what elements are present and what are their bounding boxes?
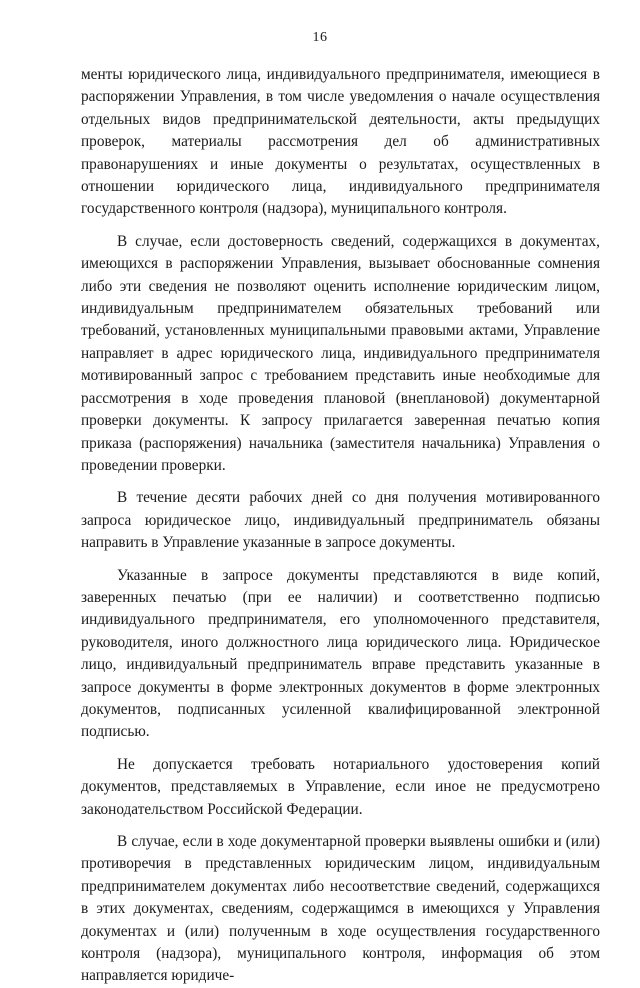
- paragraph-notarization: Не допускается требовать нотариального удостоверения копий документов, представляемых в Управление, если иное не предусмотрено законодательством Российской Федерации.: [81, 755, 600, 818]
- paragraph-continuation: менты юридического лица, индивидуального предпринимателя, имеющиеся в распоряжении Управления, в том числе уведомления о начале осуществления отдельных видов предпринимательской деятельности, акты предыдущих проверок, материалы рассмотрения дел об административных правонарушениях и иные документы о результатах, осуществленных в отношении юридического лица, индивидуального предпринимателя государственного контроля (надзора), муниципального контроля.: [81, 66, 600, 218]
- paragraph-ten-days: В течение десяти рабочих дней со дня получения мотивированного запроса юридическое лицо, индивидуальный предприниматель обязаны направить в Управление указанные в запросе документы.: [81, 489, 600, 552]
- page-number: 16: [312, 30, 328, 45]
- paragraph-errors: В случае, если в ходе документарной проверки выявлены ошибки и (или) противоречия в представленных юридическим лицом, индивидуальным предпринимателем документах либо несоответствие сведений, содержащихся в этих документах, сведениям, содержащимся в имеющихся у Управления документах и (или) полученным в ходе осуществления государственного контроля (надзора), муниципального контроля, информация об этом направляется юридиче-: [81, 833, 600, 985]
- paragraph-unreliable-information: В случае, если достоверность сведений, содержащихся в документах, имеющихся в распоряжении Управления, вызывает обоснованные сомнения либо эти сведения не позволяют оценить исполнение юридическим лицом, индивидуальным предпринимателем обязательных требований или требований, установленных муниципальными правовыми актами, Управление направляет в адрес юридического лица, индивидуального предпринимателя мотивированный запрос с требованием представить иные необходимые для рассмотрения в ходе проведения плановой (внеплановой) документарной проверки документы. К запросу прилагается заверенная печатью копия приказа (распоряжения) начальника (заместителя начальника) Управления о проведении проверки.: [81, 232, 600, 474]
- document-body: [81, 64, 600, 988]
- paragraph-copies: Указанные в запросе документы представляются в виде копий, заверенных печатью (при ее наличии) и соответственно подписью индивидуального предпринимателя, его уполномоченного представителя, руководителя, иного должностного лица юридического лица. Юридическое лицо, индивидуальный предприниматель вправе представить указанные в запросе документы в форме электронных документов в форме электронных документов, подписанных усиленной квалифицированной электронной подписью.: [81, 566, 600, 741]
